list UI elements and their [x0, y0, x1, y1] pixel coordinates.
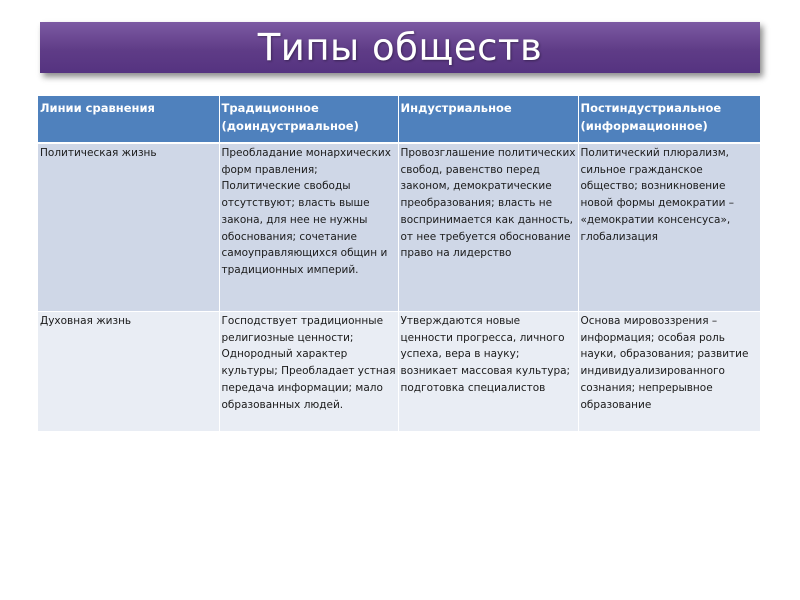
cell-industrial-political: Провозглашение политических свобод, равенство перед законом, демократические преобразования; власть не воспринимается как данность, от нее требуется обоснование право на лидерство	[398, 143, 578, 312]
row-label-political: Политическая жизнь	[38, 143, 219, 312]
header-postindustrial: Постиндустриальное (информационное)	[578, 96, 760, 143]
cell-postindustrial-spiritual: Основа мировоззрения – информация; особая роль науки, образования; развитие индивидуализированного сознания; непрерывное образование	[578, 312, 760, 432]
header-traditional: Традиционное (доиндустриальное)	[219, 96, 398, 143]
row-label-spiritual: Духовная жизнь	[38, 312, 219, 432]
table-header-row	[38, 96, 760, 143]
table-row	[38, 143, 760, 312]
title-banner	[40, 22, 760, 73]
page-title: Типы обществ	[257, 26, 543, 69]
header-comparison-lines: Линии сравнения	[38, 96, 219, 143]
header-industrial: Индустриальное	[398, 96, 578, 143]
table-row	[38, 312, 760, 432]
cell-industrial-spiritual: Утверждаются новые ценности прогресса, личного успеха, вера в науку; возникает массовая культура; подготовка специалистов	[398, 312, 578, 432]
cell-postindustrial-political: Политический плюрализм, сильное гражданское общество; возникновение новой формы демократии – «демократии консенсуса», глобализация	[578, 143, 760, 312]
comparison-table	[38, 96, 761, 432]
cell-traditional-political: Преобладание монархических форм правления; Политические свободы отсутствуют; власть выше закона, для нее не нужны обоснования; сочетание самоуправляющихся общин и традиционных империй.	[219, 143, 398, 312]
cell-traditional-spiritual: Господствует традиционные религиозные ценности; Однородный характер культуры; Преобладает устная передача информации; мало образованных людей.	[219, 312, 398, 432]
